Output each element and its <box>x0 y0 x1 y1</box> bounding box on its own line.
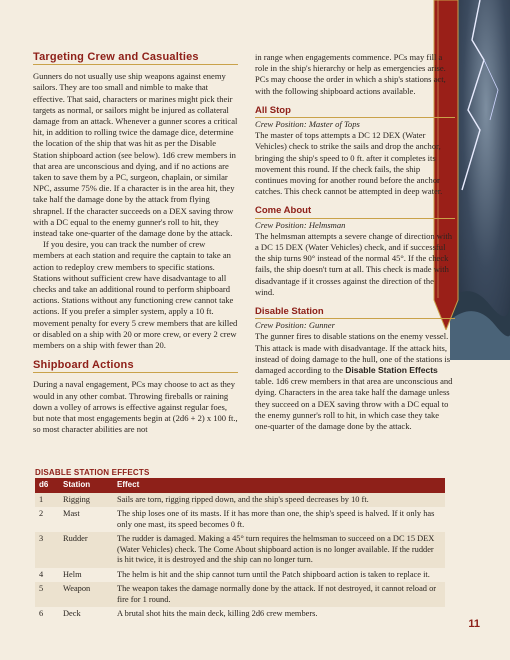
cell-roll: 5 <box>35 582 59 607</box>
table-reference: Disable Station Effects <box>345 365 438 376</box>
cell-roll: 2 <box>39 509 44 518</box>
crew-position-come-about: Crew Position: Helmsman <box>255 219 346 230</box>
cell-roll: 4 <box>39 569 44 579</box>
table-row <box>35 568 445 583</box>
right-column <box>255 52 455 432</box>
table-header-row <box>35 478 445 493</box>
cell-effect: A brutal shot hits the main deck, killing 2d6 crew members. <box>117 609 318 618</box>
disable-station-description <box>255 331 455 432</box>
action-title-all-stop: All Stop <box>255 105 455 118</box>
all-stop-description: The master of tops attempts a DC 12 DEX (Water Vehicles) check to strike the sails and drop the anchor, bringing the ship's speed to 0 ft. after it completes its movement this round. If the check fails, the ship continues moving for another round before the anchor catches. This check cannot be attempted in deep water. <box>255 130 443 197</box>
cell-effect: The helm is hit and the ship cannot turn until the Patch shipboard action is taken to replace it. <box>117 569 430 579</box>
cell-roll: 6 <box>39 609 44 618</box>
cell-station: Deck <box>63 609 81 618</box>
header-effect: Effect <box>113 478 445 493</box>
header-station: Station <box>59 478 113 493</box>
targeting-paragraph-2: If you desire, you can track the number of crew members at each station and require the captain to take an action to redeploy crew members to specific stations. Stations without sufficient crew have disadvantage to all checks and take an additional round to perform shipboard actions. Stations without any functioning crew cannot take actions. If you prefer a simpler system, apply a 10 ft. movement penalty for every 5 crew members that are killed or disabled on a ship with 20 or more crew, or every 2 crew members on a ship with fewer than 20. <box>33 239 238 351</box>
cell-effect: The weapon takes the damage normally done by the attack. If not destroyed, it cannot reload or fire for 1 round. <box>113 582 445 607</box>
come-about-description: The helmsman attempts a severe change of direction with a DC 15 DEX (Water Vehicles) check, and if successful the ship turns 90° instead of the normal 45°. If the check fails, the ship doesn't turn at all. This check is made with disadvantage if it crosses against the direction of the wind. <box>255 230 452 297</box>
table-row <box>35 582 445 607</box>
page-number: 11 <box>468 618 480 630</box>
table-row <box>35 607 445 622</box>
cell-station: Rudder <box>59 532 113 568</box>
disable-text-b: table. 1d6 crew members in that area are unconscious and dying. Characters in the area take half the damage unless they succeed on a DEX saving throw with a DC equal to the enemy gunner's roll to hit, in which case they take one-quarter of the damage done by the attack. <box>255 376 453 432</box>
cell-effect: Sails are torn, rigging ripped down, and the ship's speed decreases by 10 ft. <box>113 493 445 508</box>
section-title-targeting: Targeting Crew and Casualties <box>33 52 238 65</box>
cell-station: Weapon <box>59 582 113 607</box>
targeting-paragraph-1: Gunners do not usually use ship weapons against enemy sailors. They are too small and nimble to make that effective. That said, characters or marines might pick their targets as normal, or sailors might be injured as collateral damage from an attack. Whenever a gunner scores a critical hit, in addition to rolling twice the damage dice, determine the location of the ship that was hit as per the Disable Station shipboard action (see below). 1d6 crew members in that area are unconscious and dying, and if no actions are taken to save them by a PC, surgeon, chaplain, or similar NPC, assume 75% die. If a character is in the area hit, they take half the damage done by the attack from flying shrapnel. If the character succeeds on a DEX saving throw with a DC equal to the enemy gunner's roll to hit, they instead take one-quarter of the damage done by the attack. <box>33 71 238 239</box>
shipboard-continued-paragraph: in range when engagements commence. PCs may fill a role in the ship's hierarchy or help as emergencies arise. PCs may choose the order in which a ship's stations act, with the following shipboard actions available. <box>255 52 446 96</box>
action-title-come-about: Come About <box>255 205 455 218</box>
cell-roll: 1 <box>35 493 59 508</box>
header-d6: d6 <box>35 478 59 493</box>
cell-effect: The rudder is damaged. Making a 45° turn requires the helmsman to succeed on a DC 15 DEX (Water Vehicles) check. The Come About shipboard action is no longer available. If the rudder is hit twice, it is destroyed and the ship can no longer turn. <box>113 532 445 568</box>
table-row <box>35 532 445 568</box>
cell-roll: 3 <box>35 532 59 568</box>
table-row <box>35 493 445 508</box>
disable-station-effects-table <box>35 478 445 622</box>
table-row <box>35 507 445 532</box>
left-column <box>33 52 238 436</box>
crew-position-disable-station: Crew Position: Gunner <box>255 320 335 331</box>
disable-text-a: The gunner fires to disable stations on the enemy vessel. This attack is made with disadvantage. If the attack hits, instead of doing damage to the hull, one of the stations is damaged according to the <box>255 331 451 376</box>
cell-station: Rigging <box>59 493 113 508</box>
cell-effect: The ship loses one of its masts. If it has more than one, the ship's speed is halved. If it only has only one mast, its speed becomes 0 ft. <box>117 509 435 529</box>
cell-station: Helm <box>63 569 82 579</box>
cell-station: Mast <box>63 509 80 518</box>
crew-position-all-stop: Crew Position: Master of Tops <box>255 119 360 130</box>
shipboard-paragraph-1: During a naval engagement, PCs may choose to act as they would in any other combat. Throwing fireballs or raining down a volley of arrows is effective against regular foes, but note that most engagements begin at (2d6 + 2) x 100 ft., so most character abilities are not <box>33 379 238 435</box>
table-title: DISABLE STATION EFFECTS <box>35 468 150 477</box>
action-title-disable-station: Disable Station <box>255 306 455 319</box>
section-title-shipboard: Shipboard Actions <box>33 360 238 373</box>
